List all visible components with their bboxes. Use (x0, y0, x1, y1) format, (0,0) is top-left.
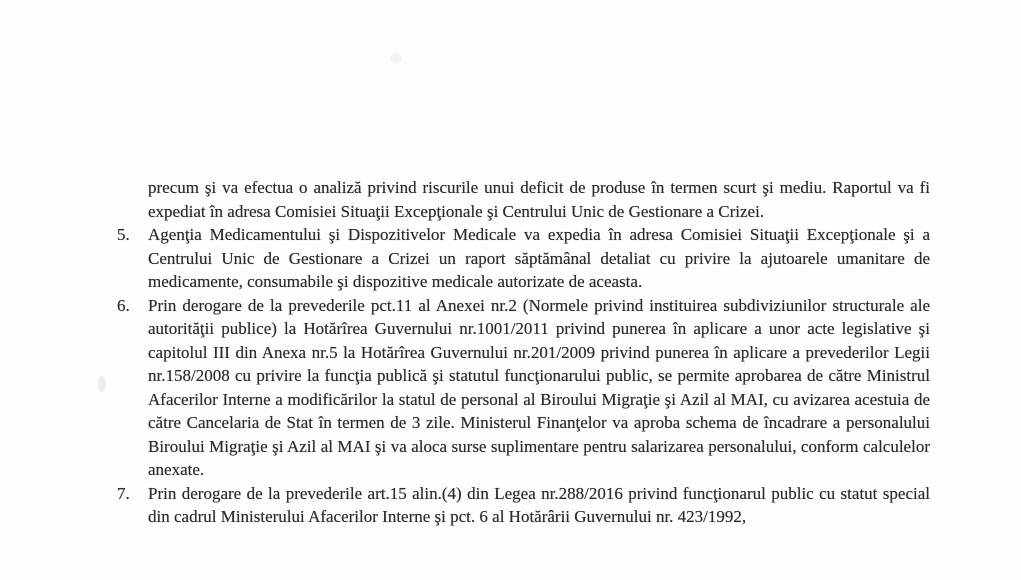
scan-artifact (98, 376, 106, 392)
item-text: Agenţia Medicamentului şi Dispozitivelor Medicale va expedia în adresa Comisiei Situaţii Excepţionale şi a Centrului Unic de Gestionare a Crizei un raport săptămânal detaliat cu privire la ajutoarele umanitare de medicamente, consumabile şi dispozitive medicale autorizate de aceasta. (148, 225, 930, 291)
item-number: 7. (117, 483, 130, 503)
numbered-item-7 (117, 482, 930, 529)
document-body (117, 176, 930, 529)
item-number: 5. (117, 225, 130, 244)
numbered-item-5 (117, 223, 930, 294)
numbered-item-6 (117, 294, 930, 482)
scan-artifact (390, 53, 402, 64)
item-number: 6. (117, 295, 130, 315)
paragraph-item4-continuation: precum şi va efectua o analiză privind riscurile unui deficit de produse în termen scurt şi mediu. Raportul va fi expediat în adresa Comisiei Situaţii Excepţionale şi Centrului Unic de Gestionare a Crizei. (148, 178, 930, 221)
item-text: Prin derogare de la prevederile pct.11 al Anexei nr.2 (Normele privind instituirea subdiviziunilor structurale ale autorităţii publice) la Hotărîrea Guvernului nr.1001/2011 privind punerea în aplicare a unor acte legislative şi capitolul III din Anexa nr.5 la Hotărîrea Guvernului nr.201/2009 privind punerea în aplicare a prevederilor Legii nr.158/2008 cu privire la funcţia publică şi statutul funcţionarului public, se permite aprobarea de către Ministrul Afacerilor Interne a modificărilor la statul de personal al Biroului Migraţie şi Azil al MAI, cu avizarea acestuia de către Cancelaria de Stat în termen de 3 zile. Ministerul Finanţelor va aproba schema de încadrare a personalului Biroului Migraţie şi Azil al MAI şi va aloca surse suplimentare pentru salarizarea personalului, conform calculelor anexate. (148, 295, 930, 479)
item-text: Prin derogare de la prevederile art.15 alin.(4) din Legea nr.288/2016 privind funcţionarul public cu statut special din cadrul Ministerului Afacerilor Interne şi pct. 6 al Hotărârii Guvernului nr. 423/1992, (148, 483, 930, 526)
